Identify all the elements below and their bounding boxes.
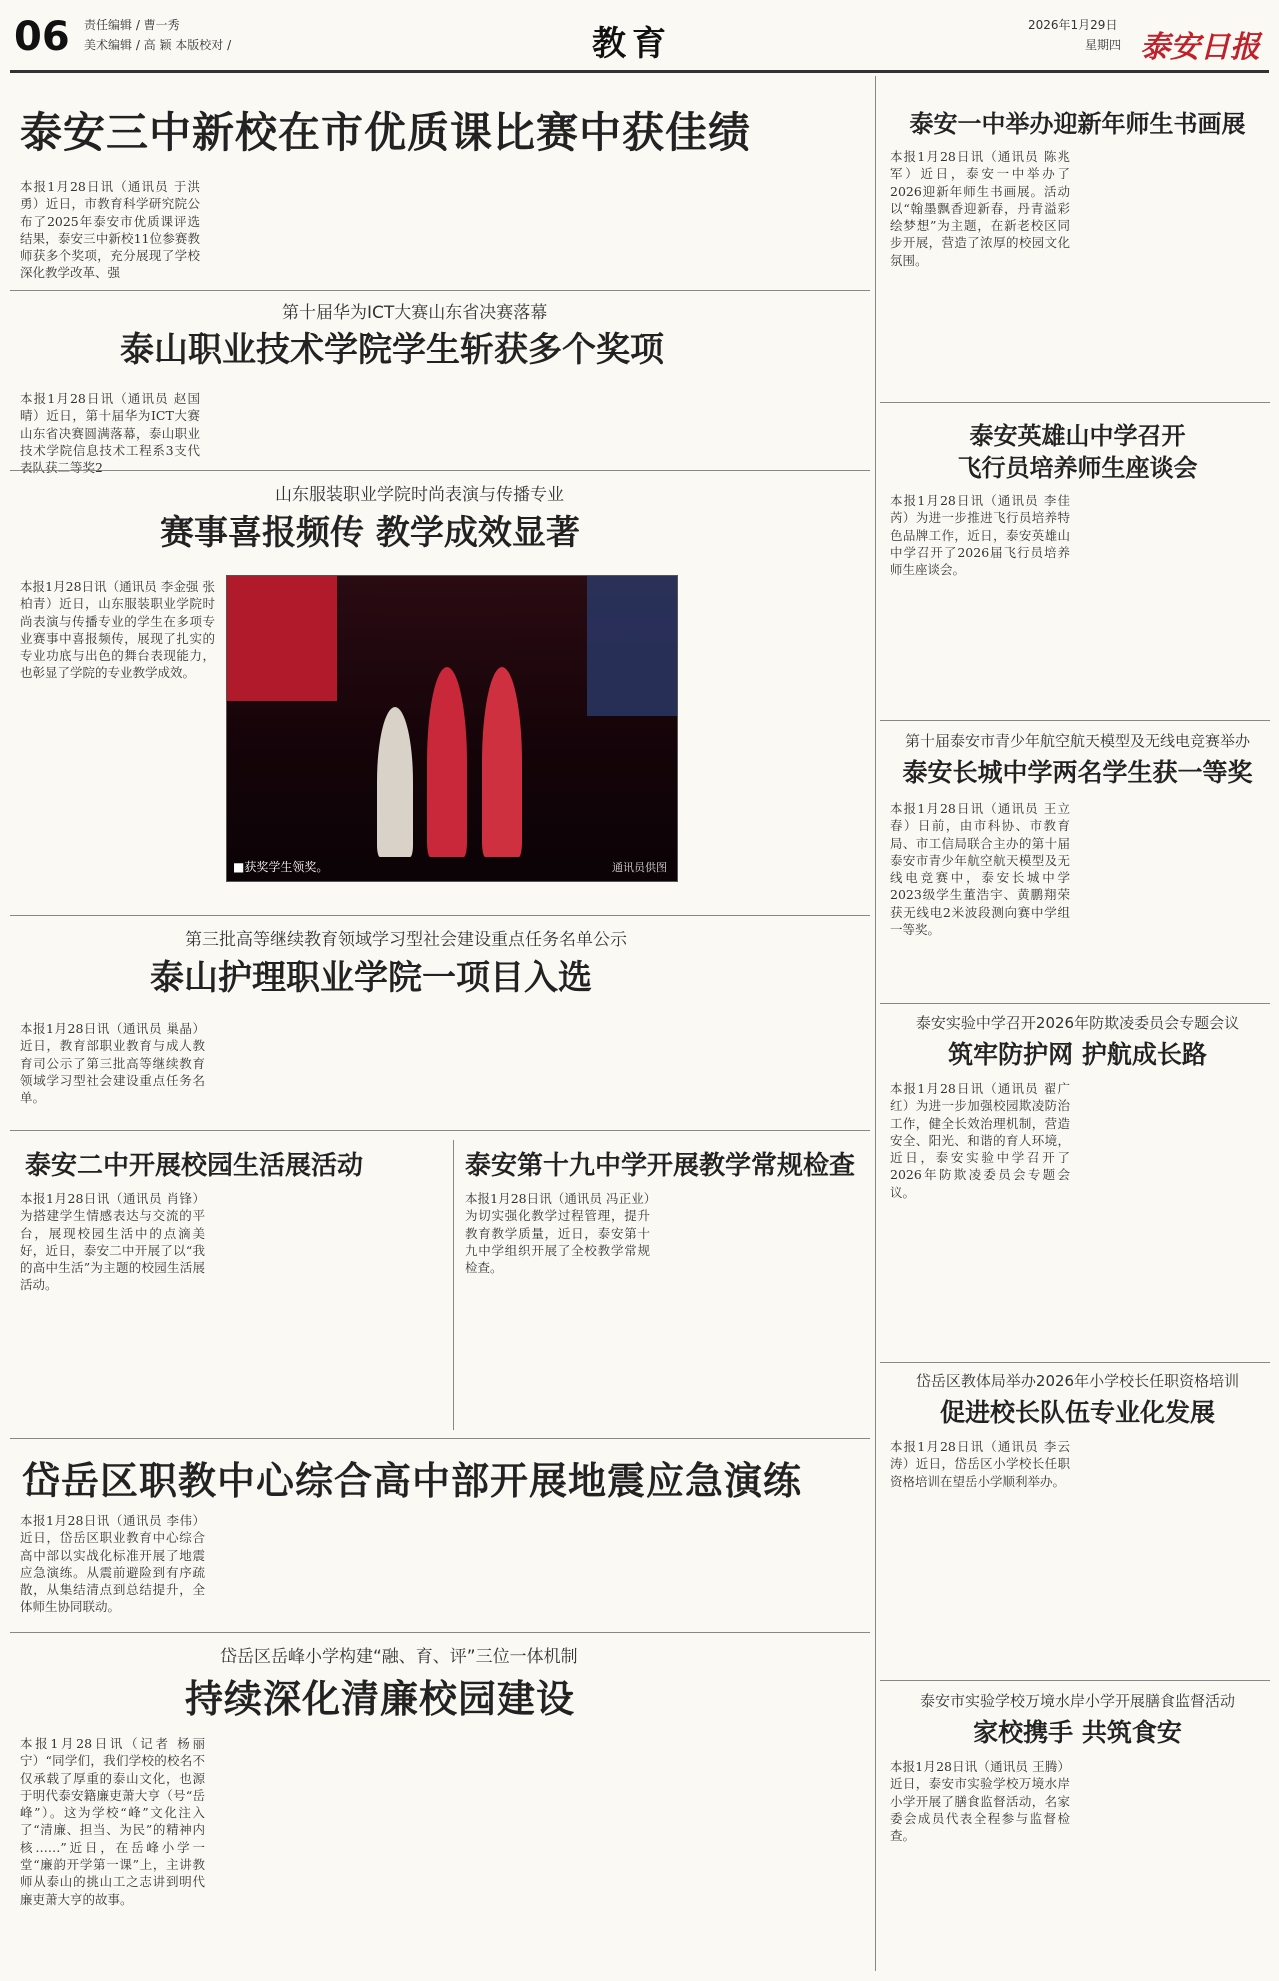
article-a4-body: 本报1月28日讯（通讯员 巢晶）近日，教育部职业教育与成人教育司公示了第三批高等继续教育领域学习型社会建设重点任务名单。 — [20, 1021, 205, 1106]
headline-a6: 泰安第十九中学开展教学常规检查 — [465, 1151, 856, 1181]
headline-s3: 泰安长城中学两名学生获一等奖 — [902, 758, 1253, 787]
student-figure — [427, 667, 467, 857]
headline-a3: 赛事喜报频传 教学成效显著 — [160, 513, 580, 553]
header-rule — [10, 70, 1269, 73]
divider — [453, 1140, 454, 1430]
headline-s2-line2: 飞行员培养师生座谈会 — [957, 453, 1198, 482]
article-a3-body: 本报1月28日讯（通讯员 李金强 张柏青）近日，山东服装职业学院时尚表演与传播专业的学生在多项专业赛事中喜报频传，展现了扎实的专业功底与出色的舞台表现能力，也彰显了学院的专业教学成效。 — [20, 579, 215, 681]
kicker-s4: 泰安实验中学召开2026年防欺凌委员会专题会议 — [915, 1014, 1240, 1032]
divider — [880, 402, 1270, 403]
article-s4-body: 本报1月28日讯（通讯员 翟广红）为进一步加强校园欺凌防治工作，健全长效治理机制，营造安全、阳光、和谐的育人环境，近日，泰安实验中学召开了2026年防欺凌委员会专题会议。 — [890, 1081, 1070, 1200]
divider — [10, 1130, 870, 1131]
headline-s1: 泰安一中举办迎新年师生书画展 — [909, 109, 1246, 138]
student-figure — [482, 667, 522, 857]
stage-screen — [227, 576, 337, 701]
article-a6-body: 本报1月28日讯（通讯员 冯正业）为切实强化教学过程管理，提升教育教学质量，近日，泰安第十九中学组织开展了全校教学常规检查。 — [465, 1191, 650, 1276]
divider — [880, 1362, 1270, 1363]
headline-s2-line1: 泰安英雄山中学召开 — [969, 421, 1186, 450]
article-a8-body: 本报1月28日讯（记者 杨丽宁）“同学们，我们学校的校名不仅承载了厚重的泰山文化，也源于明代泰安籍廉吏萧大亨（号“岳峰”）。这为学校“峰”文化注入了“清廉、担当、为民”的精神内核……”近日，在岳峰小学一堂“廉韵开学第一课”上，主讲教师从泰山的挑山工之志讲到明代廉吏萧大亨的故事。 — [20, 1736, 205, 1907]
editor-credit-line-2: 美术编辑 / 高 颖 本版校对 / — [84, 38, 232, 52]
stage-screen — [587, 576, 677, 716]
kicker-a2: 第十届华为ICT大赛山东省决赛落幕 — [282, 303, 548, 323]
headline-a1: 泰安三中新校在市优质课比赛中获佳绩 — [20, 108, 752, 157]
section-title: 教育 — [592, 24, 672, 64]
divider — [10, 470, 870, 471]
divider — [10, 1632, 870, 1633]
kicker-a3: 山东服装职业学院时尚表演与传播专业 — [275, 485, 564, 505]
kicker-a4: 第三批高等继续教育领域学习型社会建设重点任务名单公示 — [185, 930, 627, 950]
editor-credit-line-1: 责任编辑 / 曹一秀 — [84, 18, 180, 32]
headline-a7: 岱岳区职教中心综合高中部开展地震应急演练 — [22, 1458, 803, 1503]
headline-a2: 泰山职业技术学院学生斩获多个奖项 — [120, 330, 664, 370]
photo-caption: ■获奖学生领奖。 — [233, 860, 329, 874]
headline-a8: 持续深化清廉校园建设 — [185, 1676, 576, 1721]
headline-a5: 泰安二中开展校园生活展活动 — [25, 1151, 364, 1181]
article-s6-body: 本报1月28日讯（通讯员 王腾）近日，泰安市实验学校万境水岸小学开展了膳食监督活动，名家委会成员代表全程参与监督检查。 — [890, 1759, 1070, 1844]
divider — [880, 1003, 1270, 1004]
divider — [880, 720, 1270, 721]
issue-weekday: 星期四 — [1085, 38, 1122, 52]
divider — [10, 290, 870, 291]
article-a2-body: 本报1月28日讯（通讯员 赵国晴）近日，第十届华为ICT大赛山东省决赛圆满落幕，泰山职业技术学院信息技术工程系3支代表队获二等奖2 — [20, 391, 200, 476]
kicker-s6: 泰安市实验学校万境水岸小学开展膳食监督活动 — [919, 1692, 1235, 1710]
headline-s6: 家校携手 共筑食安 — [973, 1718, 1182, 1747]
divider — [880, 1680, 1270, 1681]
award-photo — [226, 575, 678, 882]
article-a1-body: 本报1月28日讯（通讯员 于洪勇）近日，市教育科学研究院公布了2025年泰安市优质课评选结果，泰安三中新校11位参赛教师获多个奖项，充分展现了学校深化教学改革、强 — [20, 179, 200, 281]
headline-s4: 筑牢防护网 护航成长路 — [948, 1040, 1207, 1069]
article-a7-body: 本报1月28日讯（通讯员 李伟）近日，岱岳区职业教育中心综合高中部以实战化标准开展了地震应急演练。从震前避险到有序疏散，从集结清点到总结提升，全体师生协同联动。 — [20, 1513, 205, 1615]
presenter-figure — [377, 707, 413, 857]
page-number: 06 — [14, 14, 70, 60]
photo-credit: 通讯员供图 — [612, 861, 667, 874]
headline-s5: 促进校长队伍专业化发展 — [939, 1398, 1215, 1427]
issue-date: 2026年1月29日 — [1028, 18, 1118, 32]
divider — [10, 1438, 870, 1439]
kicker-s5: 岱岳区教体局举办2026年小学校长任职资格培训 — [915, 1372, 1240, 1390]
article-s3-body: 本报1月28日讯（通讯员 王立春）日前，由市科协、市教育局、市工信局联合主办的第十届泰安市青少年航空航天模型及无线电竞赛中，泰安长城中学2023级学生董浩宇、黄鹏翔荣获无线电2米波段测向赛中学组一等奖。 — [890, 801, 1070, 938]
article-a5-body: 本报1月28日讯（通讯员 肖锋）为搭建学生情感表达与交流的平台，展现校园生活中的点滴美好，近日，泰安二中开展了以“我的高中生活”为主题的校园生活展活动。 — [20, 1191, 205, 1293]
article-s5-body: 本报1月28日讯（通讯员 李云涛）近日，岱岳区小学校长任职资格培训在望岳小学顺利举办。 — [890, 1439, 1070, 1489]
page-header — [0, 0, 1279, 68]
divider — [10, 915, 870, 916]
column-divider — [875, 76, 876, 1971]
article-s1-body: 本报1月28日讯（通讯员 陈兆军）近日，泰安一中举办了2026迎新年师生书画展。活动以“翰墨飘香迎新春，丹青溢彩绘梦想”为主题，在新老校区同步开展，营造了浓厚的校园文化氛围。 — [890, 149, 1070, 268]
kicker-s3: 第十届泰安市青少年航空航天模型及无线电竞赛举办 — [904, 732, 1250, 750]
kicker-a8: 岱岳区岳峰小学构建“融、育、评”三位一体机制 — [220, 1647, 578, 1667]
newspaper-logo: 泰安日报 — [1140, 30, 1260, 65]
headline-a4: 泰山护理职业学院一项目入选 — [150, 958, 592, 998]
article-s2-body: 本报1月28日讯（通讯员 李佳芮）为进一步推进飞行员培养特色品牌工作，近日，泰安英雄山中学召开了2026届飞行员培养师生座谈会。 — [890, 493, 1070, 578]
